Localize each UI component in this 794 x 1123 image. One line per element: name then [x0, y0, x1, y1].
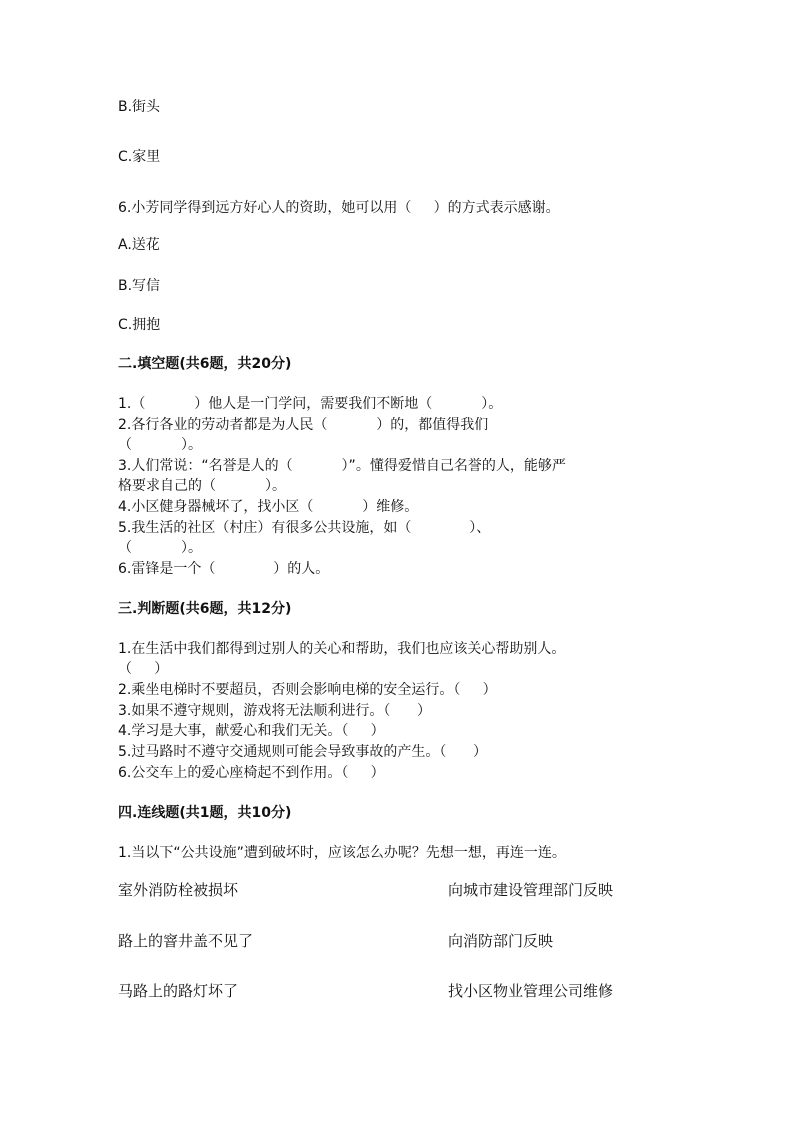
- fill-blank-line: 5.我生活的社区（村庄）有很多公共设施，如（ ）、: [118, 520, 491, 536]
- q6-option-c: C.拥抱: [118, 317, 161, 333]
- judgement-line: 4.学习是大事，献爱心和我们无关。（ ）: [118, 723, 385, 739]
- q5-option-c: C.家里: [118, 149, 161, 165]
- judgement-line: 2.乘坐电梯时不要超员，否则会影响电梯的安全运行。（ ）: [118, 682, 497, 698]
- matching-stem: 1.当以下“公共设施”遭到破坏时，应该怎么办呢？先想一想，再连一连。: [118, 845, 566, 861]
- matching-right-item: 找小区物业管理公司维修: [448, 982, 614, 1000]
- q6-option-a: A.送花: [118, 237, 160, 253]
- fill-blank-line: （ ）。: [118, 540, 202, 556]
- q6-option-b: B.写信: [118, 278, 161, 294]
- fill-blank-line: （ ）。: [118, 437, 202, 453]
- q6-stem: 6.小芳同学得到远方好心人的资助，她可以用（ ）的方式表示感谢。: [118, 200, 560, 216]
- judgement-line: 6.公交车上的爱心座椅起不到作用。（ ）: [118, 765, 385, 781]
- section-fill-blank-title: 二.填空题(共6题，共20分): [118, 356, 292, 372]
- section-matching-title: 四.连线题(共1题，共10分): [118, 805, 292, 821]
- fill-blank-line: 格要求自己的（ ）。: [118, 478, 286, 494]
- fill-blank-line: 3.人们常说：“名誉是人的（ ）”。懂得爱惜自己名誉的人，能够严: [118, 458, 566, 474]
- fill-blank-line: 1.（ ）他人是一门学问，需要我们不断地（ ）。: [118, 396, 503, 412]
- matching-left-item: 马路上的路灯坏了: [118, 982, 239, 1000]
- judgement-line: 1.在生活中我们都得到过别人的关心和帮助，我们也应该关心帮助别人。: [118, 641, 566, 657]
- section-judgement-title: 三.判断题(共6题，共12分): [118, 601, 292, 617]
- matching-right-item: 向城市建设管理部门反映: [448, 881, 614, 899]
- q5-option-b: B.街头: [118, 99, 161, 115]
- matching-right-item: 向消防部门反映: [448, 932, 554, 950]
- matching-left-item: 路上的窨井盖不见了: [118, 932, 254, 950]
- judgement-line: （ ）: [118, 661, 169, 677]
- fill-blank-line: 6.雷锋是一个（ ）的人。: [118, 561, 330, 577]
- fill-blank-line: 2.各行各业的劳动者都是为人民（ ）的，都值得我们: [118, 417, 489, 433]
- fill-blank-line: 4.小区健身器械坏了，找小区（ ）维修。: [118, 499, 419, 515]
- judgement-line: 5.过马路时不遵守交通规则可能会导致事故的产生。（ ）: [118, 744, 488, 760]
- matching-left-item: 室外消防栓被损坏: [118, 881, 239, 899]
- judgement-line: 3.如果不遵守规则，游戏将无法顺利进行。（ ）: [118, 703, 432, 719]
